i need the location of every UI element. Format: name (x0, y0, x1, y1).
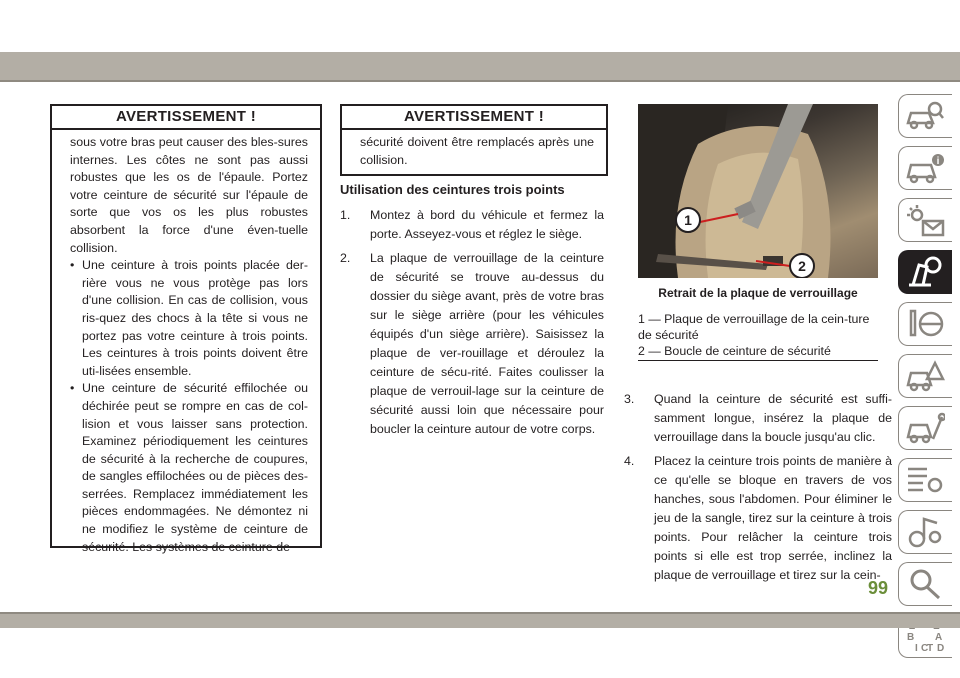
step-item (340, 206, 604, 244)
svg-text:i: i (936, 156, 940, 167)
magnifier-icon (905, 567, 945, 601)
chapter-tab-safety[interactable] (898, 250, 952, 294)
steps-list (340, 206, 604, 444)
page-number: 99 (868, 578, 889, 598)
multimedia-icon (905, 515, 945, 549)
step-text: La plaque de verrouillage de la ceinture de sécurité se trouve au-dessus du dossier du siège avant, près de votre bras sur le siège arrière (pour les véhicules équipés d'un siège arrière). Saisissez la plaque de ver-rouillage et déroulez la ceinture de sécu-rité. Faites coulisser la plaque de verrouil-lage sur la ceinture de sécurité aussi loin que nécessaire pour boucler la ceinture autour de votre corps. (370, 251, 604, 436)
seatbelt-photo (638, 104, 878, 278)
step-number: 1. (340, 208, 351, 222)
warning-bullet: • Une ceinture à trois points placée der-rière vous ne vous protège pas lors d'une collision. En cas de collision, vous ris-quez des chocs à la tête si vous ne portez pas votre ceinture à trois points. Les ceintures à trois points doivent être uti-lisées ensemble. (70, 257, 308, 380)
car-warning-icon (905, 359, 945, 393)
warning-title: AVERTISSEMENT ! (52, 106, 320, 130)
chapter-tab-customer-assistance[interactable] (898, 562, 952, 606)
header-band (0, 52, 960, 80)
index-letter: T (927, 643, 934, 653)
callout-2-label: 2 (798, 258, 806, 274)
step-item (624, 390, 892, 447)
warning-body (52, 130, 320, 562)
footer-band (0, 614, 960, 628)
callout-1-label: 1 (684, 212, 692, 228)
chapter-tab-warning-lights[interactable] (898, 198, 952, 242)
step-text: Placez la ceinture trois points de manière à ce qu'elle se bloque en travers de vos hanches, sous l'abdomen. Pour éliminer le jeu de la sangle, tirez sur la ceinture à trois points. Pour relâcher la ceinture trois points si elle est trop serrée, inclinez la plaque de verrouillage et tirez sur la cein- (654, 454, 892, 582)
index-letter: A (935, 632, 943, 643)
section-title: Utilisation des ceintures trois points (340, 182, 565, 197)
index-letter: B (907, 632, 915, 643)
chapter-tab-specifications[interactable] (898, 458, 952, 502)
step-text: Quand la ceinture de sécurité est suffi-samment longue, insérez la plaque de verrouillage dans la boucle jusqu'au clic. (654, 392, 892, 444)
warning-intro: sous votre bras peut causer des bles-sures internes. Les côtes ne sont pas aussi robustes que les os de l'épaule. Portez votre ceinture de sécurité sur l'épaule de sorte que vos os les plus robustes absorbent la force d'une éven-tuelle collision. (70, 135, 308, 255)
chapter-tabs (896, 94, 960, 666)
step-number: 4. (624, 454, 635, 468)
warning-box-mid (340, 104, 608, 176)
chapter-tab-car-info[interactable] (898, 146, 952, 190)
warning-title: AVERTISSEMENT ! (342, 106, 606, 130)
figure-rule (638, 360, 878, 361)
legend-item-1: 1 — Plaque de verrouillage de la cein-ture de sécurité (638, 312, 870, 342)
step-number: 2. (340, 251, 351, 265)
figure-caption: Retrait de la plaque de verrouillage (658, 286, 858, 300)
warning-lights-message-icon (905, 203, 945, 237)
steps-list-continued (624, 390, 892, 590)
warning-text: sécurité doivent être remplacés après une collision. (360, 135, 594, 167)
car-info-icon (905, 151, 945, 185)
index-letter: D (937, 643, 945, 653)
car-search-icon (905, 99, 945, 133)
step-item (624, 452, 892, 585)
step-text: Montez à bord du véhicule et fermez la porte. Asseyez-vous et réglez le siège. (370, 208, 604, 241)
settings-list-icon (905, 463, 945, 497)
car-wrench-icon (905, 411, 945, 445)
step-item (340, 249, 604, 439)
steering-wheel-key-icon (905, 307, 945, 341)
seatbelt-illustration (638, 104, 878, 278)
chapter-tab-multimedia[interactable] (898, 510, 952, 554)
index-letter: C (921, 643, 929, 653)
warning-bullets (70, 257, 308, 556)
warning-bullet: • Une ceinture de sécurité effilochée ou déchirée peut se rompre en cas de col-lision et vous laisser sans protection. Examinez périodiquement les ceintures de sécurité à la recherche de coupures, de sangles effilochées ou de pièces des-serrées. Remplacez immédiatement les pièces endommagées. Ne démontez ni ne modifiez le système de ceinture de sécurité. Les systèmes de ceinture de (70, 380, 308, 556)
airbag-seat-icon (905, 255, 945, 289)
top-margin (0, 0, 960, 52)
chapter-tab-emergency[interactable] (898, 354, 952, 398)
index-letter: I (915, 643, 918, 653)
figure-legend (638, 311, 878, 359)
warning-body (342, 130, 606, 175)
chapter-tab-driving[interactable] (898, 302, 952, 346)
step-number: 3. (624, 392, 635, 406)
warning-box-left (50, 104, 322, 554)
legend-item-2: 2 — Boucle de ceinture de sécurité (638, 344, 831, 358)
chapter-tab-car-search[interactable] (898, 94, 952, 138)
chapter-tab-service[interactable] (898, 406, 952, 450)
header-rule (0, 80, 960, 82)
